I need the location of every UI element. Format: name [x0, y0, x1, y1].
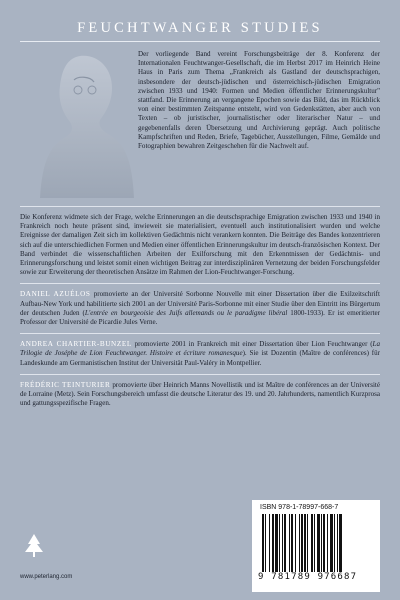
barcode-bar	[262, 514, 264, 572]
barcode-bar	[265, 514, 266, 572]
author-bio-text: 1800-1933). Er ist emeritierter Professor der Université de Picardie Jules Verne.	[20, 308, 381, 327]
author-bio-title: L'entrée en bourgeoisie des Juifs allemands ou le paradigme libéral	[84, 308, 288, 317]
author-bio	[20, 381, 380, 409]
author-bio-text: promovierte über Heinrich Manns Novellistik und ist Maître de conférences an der Université de Lorraine (Metz). Sein Forschungsbereich umfasst die deutsche Literatur des 19. und 20. Jahrhunderts, namentlich Kurzprosa und gattungsspezifische Fragen.	[20, 380, 380, 408]
barcode-bar	[317, 514, 320, 572]
barcode-bar	[339, 514, 342, 572]
barcode-bar	[295, 514, 296, 572]
barcode-bar	[334, 514, 335, 572]
isbn-barcode-box	[252, 500, 380, 592]
section-divider	[20, 333, 380, 334]
barcode-bar	[314, 514, 315, 572]
barcode-bar	[272, 514, 274, 572]
barcode-bar	[327, 514, 328, 572]
barcode-bar	[311, 514, 313, 572]
barcode-bar	[304, 514, 306, 572]
barcode-bar	[321, 514, 322, 572]
barcode-bar	[301, 514, 303, 572]
body-paragraph: Die Konferenz widmete sich der Frage, welche Erinnerungen an die deutschsprachige Emigration zwischen 1933 und 1940 in Frankreich noch heute präsent sind, inwieweit sie materialisiert, eventuell auch institutionalisiert wurden und welche Ereignisse der damaligen Zeit sich im kollektiven Gedächtnis nicht verankern konnten. Die Beiträge des Bandes konzentrieren sich auf die unterschiedlichen Formen und Medien einer öffentlichen Erinnerungskultur im deutsch-französischen Kontext. Der Band verbindet die wissenschaftlichen Arbeiten der Exilforschung mit den Erkenntnissen der Gedächtnis- und Erinnerungsforschung und leistet somit einen wichtigen Beitrag zur interdisziplinären Vernetzung der beiden Forschungsfelder sowie zur Erweiterung der theoretischen Ansätze im Rahmen der Lion-Feuchtwanger-Forschung.	[20, 213, 380, 277]
author-name: FRÉDÉRIC TEINTURIER	[20, 380, 111, 389]
publisher-website: www.peterlang.com	[20, 574, 73, 580]
barcode-bar	[289, 514, 290, 572]
barcode-bar	[307, 514, 308, 572]
barcode-icon	[260, 514, 372, 572]
barcode-bar	[299, 514, 300, 572]
barcode-bar	[279, 514, 280, 572]
author-bio	[20, 290, 380, 327]
section-divider	[20, 283, 380, 284]
barcode-bar	[330, 514, 333, 572]
author-bio-text: promovierte an der Université Sorbonne Nouvelle mit einer Dissertation über die Exilzeitschrift Aufbau-New York und habilitierte sich 2001 an der Université Paris-Sorbonne mit einer Studie über den Eintritt ins Bürgertum der deutschen Juden (	[20, 290, 380, 317]
series-title: FEUCHTWANGER STUDIES	[77, 20, 323, 36]
section-divider	[20, 374, 380, 375]
portrait-silhouette-icon	[34, 50, 136, 198]
author-bio-title: La Trilogie de Joséphe de Lion Feuchtwanger. Histoire et écriture romanesque	[20, 340, 380, 358]
author-bio-text: promovierte 2001 in Frankreich mit einer Dissertation über Lion Feuchtwanger (	[131, 340, 373, 349]
author-bio-text: ). Sie ist Dozentin (Maître de conférences) für Landeskunde am Germanistischen Institut der Universität Paul-Valéry in Montpellier.	[20, 349, 380, 367]
section-divider	[20, 206, 380, 207]
cover-footer	[20, 500, 380, 596]
isbn-number: ISBN 978-1-78997-668-7	[260, 504, 339, 511]
author-bio	[20, 340, 380, 368]
barcode-bar	[284, 514, 286, 572]
barcode-bar	[275, 514, 278, 572]
intro-section	[20, 50, 380, 200]
intro-paragraph: Der vorliegende Band vereint Forschungsbeiträge der 8. Konferenz der Internationalen Feuchtwanger-Gesellschaft, die im Herbst 2017 im Heinrich Heine Haus in Paris zum Thema „Frankreich als Gastland der deutschsprachigen, insbesondere der deutsch-jüdischen und österreichisch-jüdischen Emigration zwischen 1933 und 1940: Formen und Medien öffentlicher Erinnerungskultur" stattfand. Die Erinnerung an vergangene Epochen sowie das Bild, das im Rückblick von einer bestimmten Zeitspanne entsteht, wird von Gedenkstätten, aber auch von Texten – ob juristischer, journalistischer oder literarischer Natur – und gegebenenfalls deren Übersetzung und Archivierung geprägt. Auch politische Kampfschriften und Reden, Briefe, Tagebücher, Ausstellungen, Filme, Gemälde und Fotographien bewahren Zeitgeschehen für die Nachwelt auf.	[138, 50, 380, 151]
barcode-bar	[282, 514, 283, 572]
barcode-bar	[337, 514, 338, 572]
barcode-digits: 9 781789 976687	[258, 572, 358, 582]
barcode-bar	[291, 514, 293, 572]
author-name: DANIEL AZUÉLOS	[20, 290, 91, 299]
publisher-tree-logo-icon	[20, 532, 48, 560]
title-rule	[20, 41, 380, 42]
barcode-bar	[269, 514, 270, 572]
barcode-bar	[323, 514, 325, 572]
author-name: ANDREA CHARTIER-BUNZEL	[20, 340, 132, 349]
